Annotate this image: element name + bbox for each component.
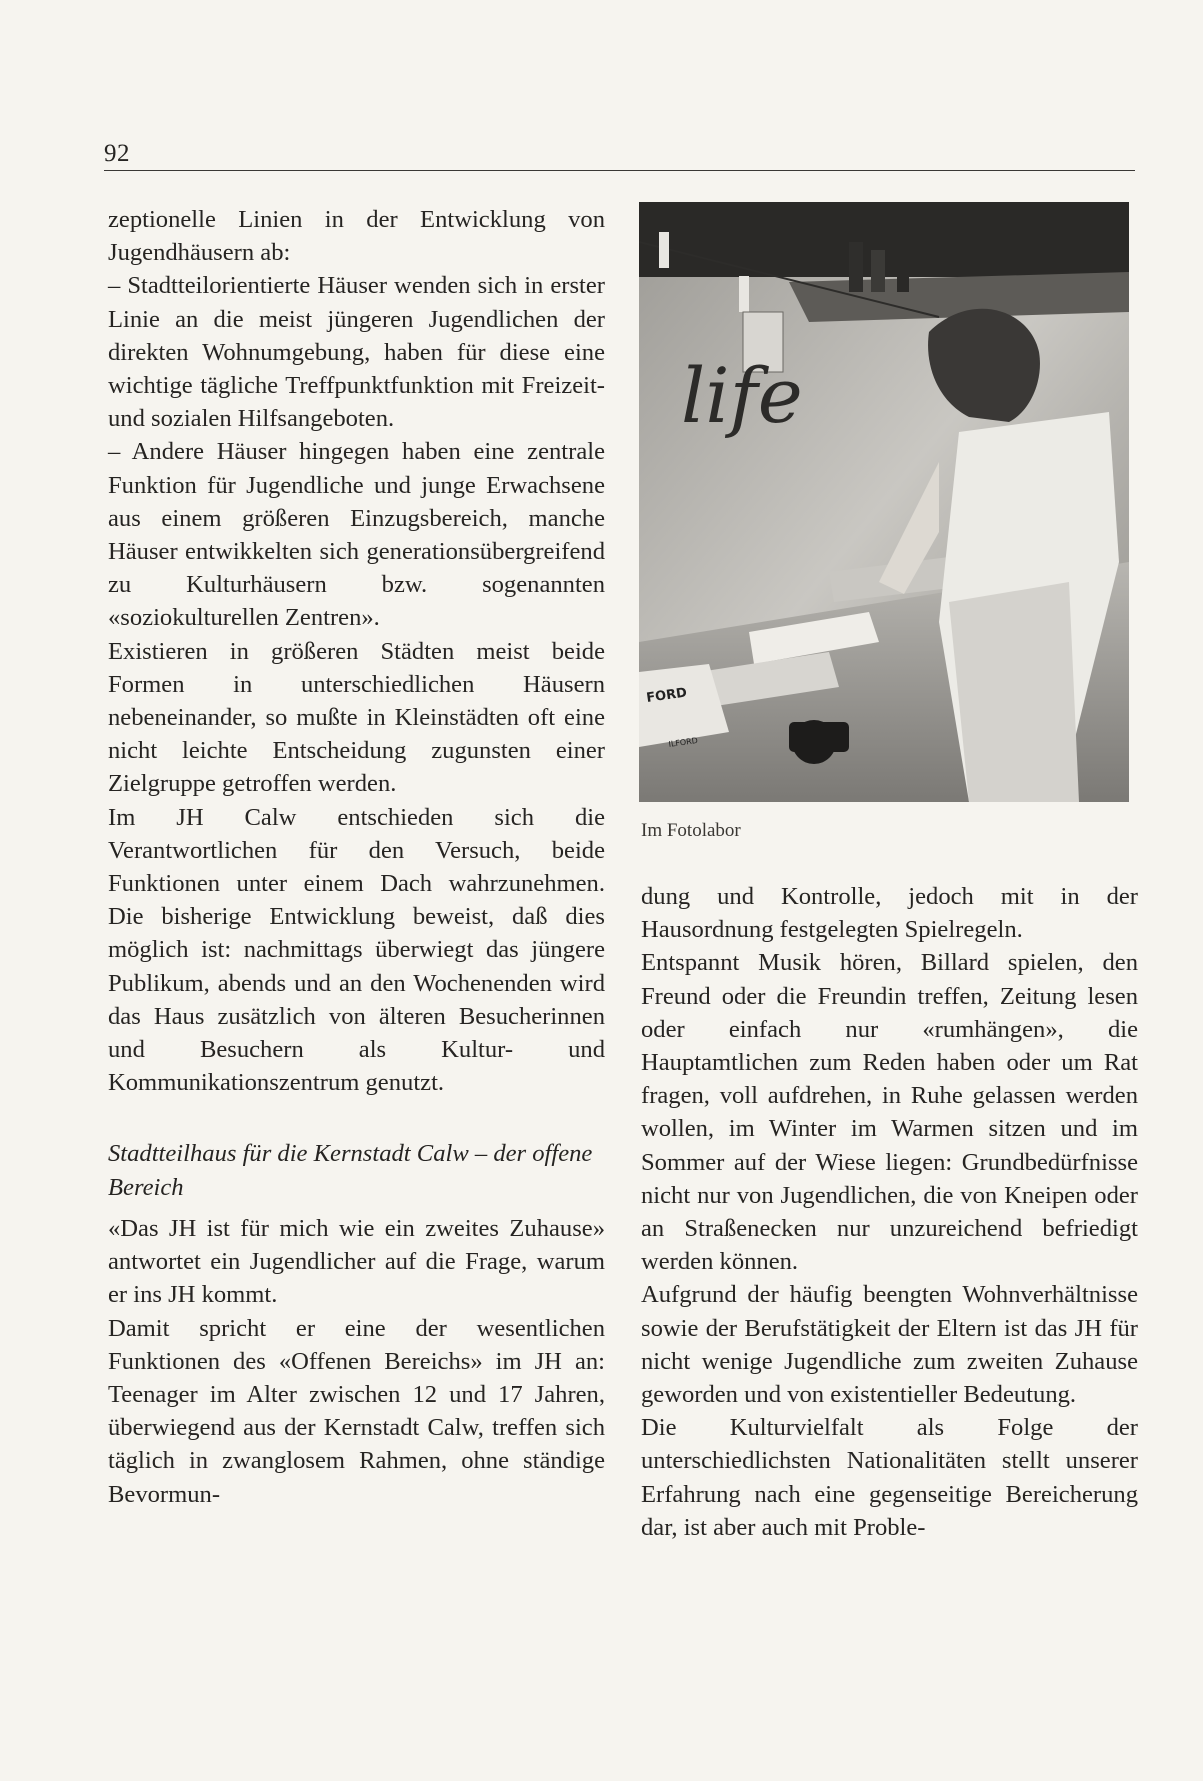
paragraph: – Stadtteilorientierte Häuser wenden sich in erster Linie an die meist jüngeren Jugendlichen der direkten Wohnumgebung, haben für diese eine wichtige tägliche Treffpunktfunktion mit Freizeit- und sozialen Hilfsangeboten. — [108, 272, 605, 433]
wall-lettering: life — [681, 351, 803, 440]
header-rule — [104, 170, 1135, 171]
section-subheading: Stadtteilhaus für die Kernstadt Calw – der offene Bereich — [108, 1140, 593, 1201]
paragraph: Existieren in größeren Städten meist beide Formen in unterschiedlichen Häusern nebeneinander, so mußte in Kleinstädten oft eine nicht leichte Entscheidung zugunsten einer Zielgruppe getroffen werden. — [108, 637, 605, 798]
paragraph: Damit spricht er eine der wesentlichen Funktionen des «Offenen Bereichs» im JH an: Teenager im Alter zwischen 12 und 17 Jahren, überwiegend aus der Kernstadt Calw, treffen sich täglich in zwanglosem Rahmen, ohne ständige Bevormun- — [108, 1314, 605, 1508]
chemical-bottle — [897, 258, 909, 292]
figure-caption: Im Fotolabor — [641, 820, 741, 841]
camera-body — [789, 722, 849, 752]
clothespin — [659, 232, 669, 268]
paper-box-label-2: ILFORD — [668, 735, 699, 749]
clothespin — [739, 276, 749, 312]
left-column — [108, 203, 605, 1511]
chemical-bottle — [871, 250, 885, 292]
paper-box-label: FORD — [645, 685, 688, 706]
person-jeans — [949, 582, 1079, 802]
paragraph: Aufgrund der häufig beengten Wohnverhältnisse sowie der Berufstätigkeit der Eltern ist das JH für nicht wenige Jugendliche zum zweiten Zuhause geworden und von existentieller Bedeutung. — [641, 1281, 1138, 1409]
paragraph: zeptionelle Linien in der Entwicklung von Jugendhäusern ab: — [108, 206, 605, 267]
paragraph: dung und Kontrolle, jedoch mit in der Hausordnung festgelegten Spielregeln. — [641, 883, 1138, 944]
chemical-bottle — [849, 242, 863, 292]
paragraph: Die Kulturvielfalt als Folge der unterschiedlichsten Nationalitäten stellt unserer Erfahrung nach eine gegenseitige Bereicherung dar, ist aber auch mit Proble- — [641, 1414, 1138, 1541]
darkroom-photo — [639, 202, 1129, 802]
paragraph: Im JH Calw entschieden sich die Verantwortlichen für den Versuch, beide Funktionen unter einem Dach wahrzunehmen. Die bisherige Entwicklung beweist, daß dies möglich ist: nachmittags überwiegt das jüngere Publikum, abends und an den Wochenenden wird das Haus zusätzlich von älteren Besucherinnen und Besuchern als Kultur- und Kommunikationszentrum genutzt. — [108, 803, 605, 1097]
paragraph: Entspannt Musik hören, Billard spielen, den Freund oder die Freundin treffen, Zeitung lesen oder einfach nur «rumhängen», die Hauptamtlichen zum Reden haben oder um Rat fragen, voll aufdrehen, in Ruhe gelassen werden wollen, im Winter im Warmen sitzen und im Sommer auf der Wiese liegen: Grundbedürfnisse nicht nur von Jugendlichen, die von Kneipen oder an Straßenecken nur unzureichend befriedigt werden können. — [641, 949, 1138, 1276]
right-column — [641, 880, 1138, 1544]
paragraph: «Das JH ist für mich wie ein zweites Zuhause» antwortet ein Jugendlicher auf die Frage, warum er ins JH kommt. — [108, 1214, 605, 1309]
page-number: 92 — [104, 140, 130, 167]
paragraph: – Andere Häuser hingegen haben eine zentrale Funktion für Jugendliche und junge Erwachsene aus einem größeren Einzugsbereich, manche Häuser entwikkelten sich generationsübergreifend zu Kulturhäusern bzw. sogenannten «soziokulturellen Zentren». — [108, 438, 605, 632]
